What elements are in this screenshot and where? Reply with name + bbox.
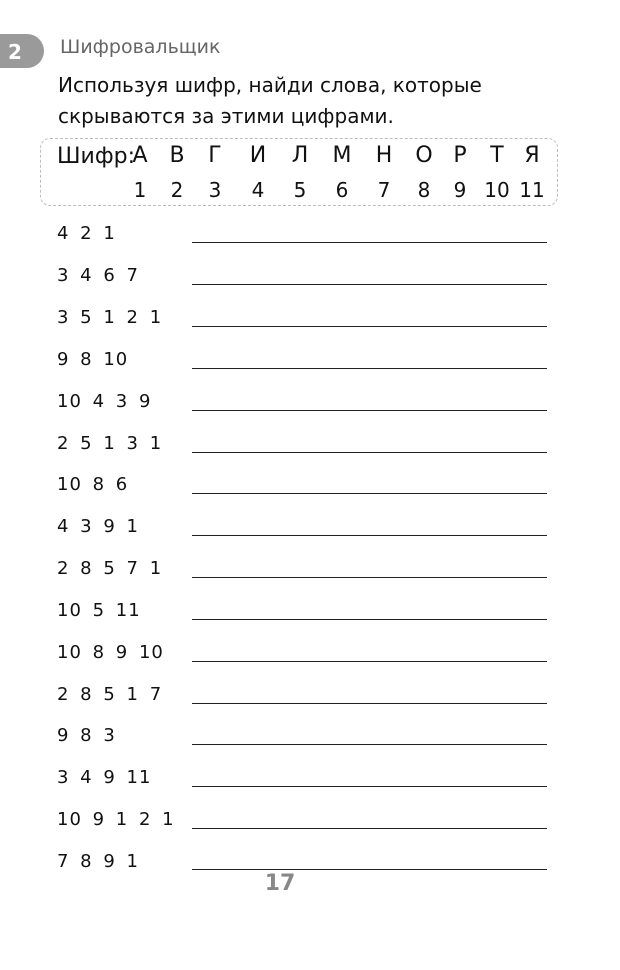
section-title: Шифровальщик — [60, 36, 221, 58]
code-row: 7 8 9 1 — [57, 851, 139, 872]
cipher-letter: Я — [524, 143, 540, 168]
answer-line[interactable] — [192, 493, 547, 494]
cipher-letter: М — [332, 143, 352, 168]
code-row: 2 8 5 1 7 — [57, 684, 163, 705]
task-number-badge — [0, 34, 44, 68]
cipher-digit: 11 — [519, 178, 545, 202]
answer-line[interactable] — [192, 368, 547, 369]
answer-line[interactable] — [192, 661, 547, 662]
page-number: 17 — [264, 871, 296, 896]
cipher-letter: Н — [375, 143, 393, 168]
code-row: 2 5 1 3 1 — [57, 433, 163, 454]
code-row: 4 2 1 — [57, 223, 116, 244]
cipher-digit: 10 — [484, 178, 510, 202]
cipher-digit: 5 — [293, 178, 307, 202]
answer-line[interactable] — [192, 284, 547, 285]
answer-line[interactable] — [192, 535, 547, 536]
code-row: 9 8 10 — [57, 349, 129, 370]
cipher-label: Шифр: — [57, 144, 136, 169]
code-row: 4 3 9 1 — [57, 516, 139, 537]
answer-line[interactable] — [192, 869, 547, 870]
code-row: 3 5 1 2 1 — [57, 307, 163, 328]
code-row: 10 8 9 10 — [57, 642, 164, 663]
cipher-digit: 4 — [251, 178, 265, 202]
cipher-letter: Т — [490, 143, 504, 168]
task-number: 2 — [8, 40, 22, 64]
answer-line[interactable] — [192, 326, 547, 327]
cipher-digit: 7 — [377, 178, 391, 202]
code-row: 10 9 1 2 1 — [57, 809, 175, 830]
cipher-letter: И — [249, 143, 267, 168]
cipher-digit: 8 — [417, 178, 431, 202]
code-row: 10 8 6 — [57, 474, 129, 495]
code-row: 10 4 3 9 — [57, 391, 152, 412]
answer-line[interactable] — [192, 452, 547, 453]
code-row: 10 5 11 — [57, 600, 141, 621]
code-row: 3 4 6 7 — [57, 265, 139, 286]
cipher-digit: 2 — [170, 178, 184, 202]
answer-line[interactable] — [192, 577, 547, 578]
cipher-letter: Р — [453, 143, 467, 168]
cipher-letter: О — [415, 143, 433, 168]
code-row: 9 8 3 — [57, 725, 116, 746]
answer-line[interactable] — [192, 619, 547, 620]
answer-line[interactable] — [192, 242, 547, 243]
task-instructions: Используя шифр, найди слова, которые скрываются за этими цифрами. — [58, 73, 482, 128]
cipher-letter: В — [169, 143, 185, 168]
cipher-digit: 3 — [208, 178, 222, 202]
cipher-digit: 1 — [133, 178, 147, 202]
code-row: 3 4 9 11 — [57, 767, 152, 788]
answer-line[interactable] — [192, 828, 547, 829]
cipher-digit: 9 — [453, 178, 467, 202]
cipher-letter: Л — [291, 143, 309, 168]
code-row: 2 8 5 7 1 — [57, 558, 163, 579]
answer-line[interactable] — [192, 744, 547, 745]
answer-line[interactable] — [192, 703, 547, 704]
cipher-letter: Г — [208, 143, 222, 168]
answer-line[interactable] — [192, 410, 547, 411]
answer-line[interactable] — [192, 786, 547, 787]
cipher-digit: 6 — [335, 178, 349, 202]
cipher-letter: А — [132, 143, 148, 168]
